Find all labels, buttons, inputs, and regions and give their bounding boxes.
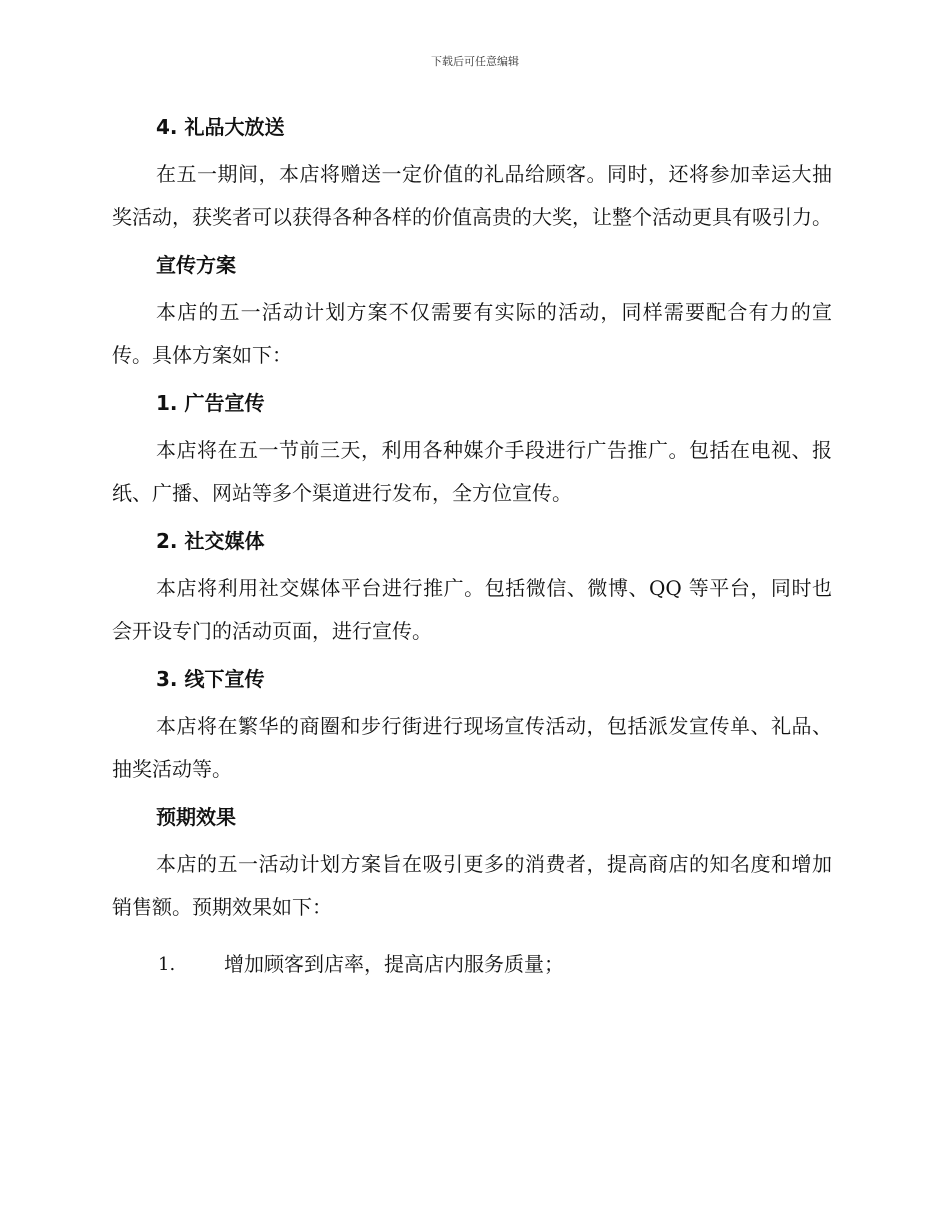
gift-heading: 4. 礼品大放送 <box>156 115 285 139</box>
list-item-number: 1. <box>158 954 176 975</box>
effect-heading: 预期效果 <box>156 805 236 829</box>
promo-paragraph: 本店的五一活动计划方案不仅需要有实际的活动，同样需要配合有力的宣传。具体方案如下： <box>112 300 832 367</box>
list-item <box>112 943 832 986</box>
offline-paragraph: 本店将在繁华的商圈和步行街进行现场宣传活动，包括派发宣传单、礼品、抽奖活动等。 <box>112 714 832 781</box>
list-item-text: 增加顾客到店率，提高店内服务质量； <box>224 952 564 976</box>
social-paragraph: 本店将利用社交媒体平台进行推广。包括微信、微博、QQ 等平台，同时也会开设专门的活动页面，进行宣传。 <box>112 576 832 643</box>
ad-heading: 1. 广告宣传 <box>156 391 265 415</box>
page-header: 下载后可任意编辑 <box>431 55 519 68</box>
promo-heading: 宣传方案 <box>156 253 236 277</box>
effect-paragraph: 本店的五一活动计划方案旨在吸引更多的消费者，提高商店的知名度和增加销售额。预期效果如下： <box>112 852 832 919</box>
gift-paragraph: 在五一期间，本店将赠送一定价值的礼品给顾客。同时，还将参加幸运大抽奖活动，获奖者可以获得各种各样的价值高贵的大奖，让整个活动更具有吸引力。 <box>112 162 832 229</box>
offline-heading: 3. 线下宣传 <box>156 667 265 691</box>
document-body <box>112 107 832 986</box>
ad-paragraph: 本店将在五一节前三天，利用各种媒介手段进行广告推广。包括在电视、报纸、广播、网站等多个渠道进行发布，全方位宣传。 <box>112 438 832 505</box>
social-heading: 2. 社交媒体 <box>156 529 265 553</box>
